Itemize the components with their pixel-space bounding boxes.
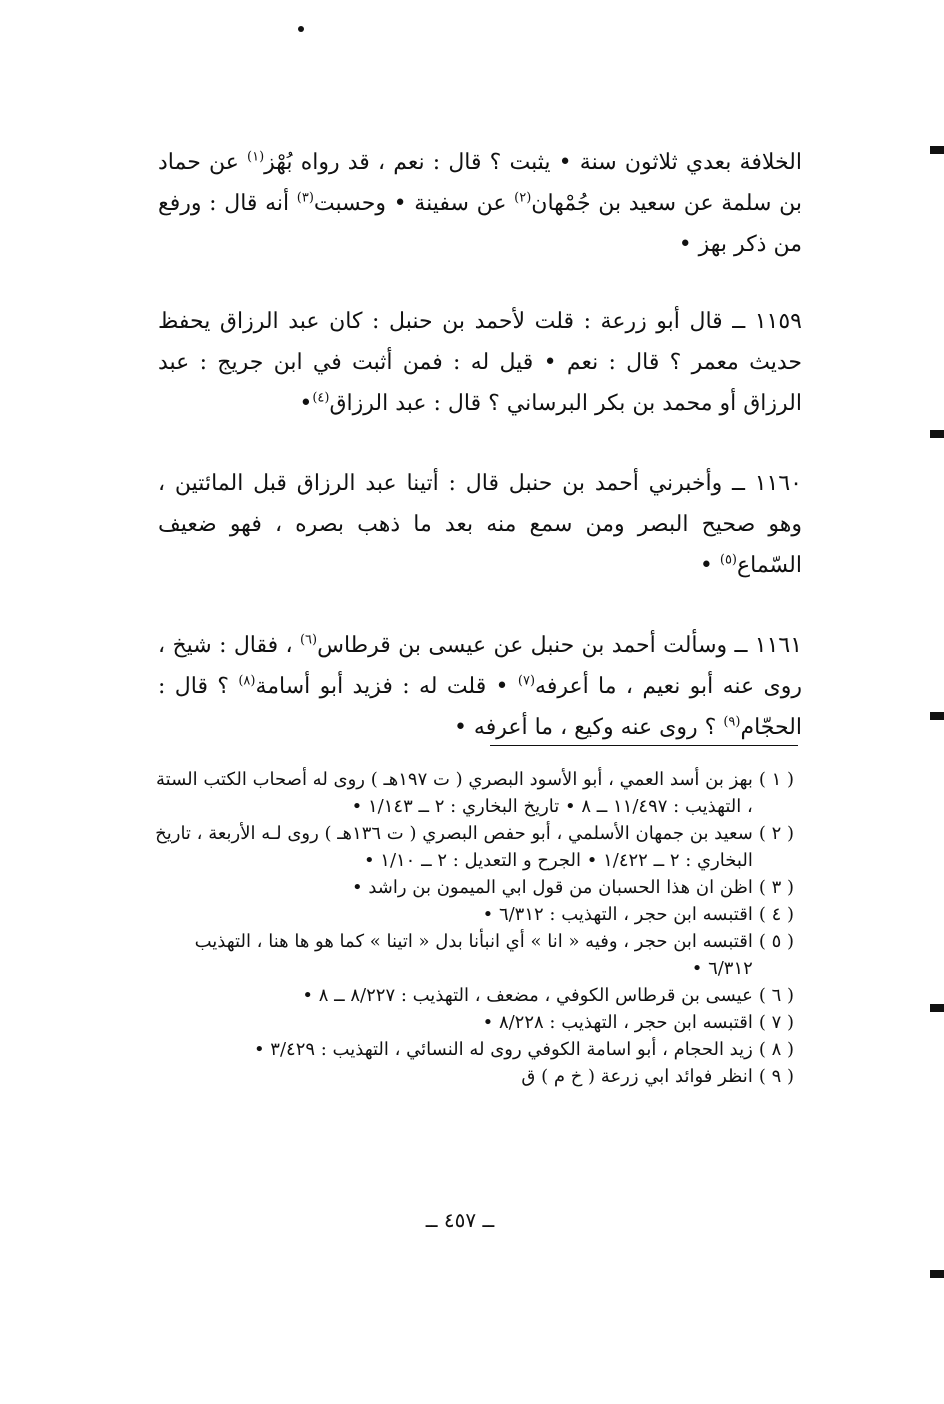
footnote-text: اقتبسه ابن حجر ، التهذيب : ٨/٢٢٨ • [482, 1012, 753, 1033]
footnote-ref[interactable]: (١) [247, 149, 265, 165]
edge-mark [930, 712, 944, 720]
footnote-8 [152, 1036, 794, 1063]
footnote-divider [490, 745, 798, 746]
footnote-text: اظن ان هذا الحسبان من قول ابي الميمون بن راشد • [351, 877, 753, 898]
footnote-9 [152, 1063, 794, 1090]
footnotes [152, 766, 794, 1090]
footnote-number: ( ٤ ) [758, 904, 794, 925]
footnote-ref[interactable]: (٦) [299, 632, 318, 648]
footnote-ref[interactable]: (٤) [312, 390, 330, 406]
footnote-text: اقتبسه ابن حجر ، وفيه « انا » أي انبأنا بدل « اتينا » كما هو ها هنا ، التهذيب ٦/٣١٢ • [194, 931, 753, 979]
footnote-text: زيد الحجام ، أبو اسامة الكوفي روى له النسائي ، التهذيب : ٣/٤٢٩ • [253, 1039, 753, 1060]
page-number: ــ ٤٥٧ ــ [425, 1208, 495, 1232]
edge-mark [930, 146, 944, 154]
paragraph-1160 [158, 463, 802, 586]
paragraph-1159 [158, 301, 802, 424]
footnote-3 [152, 874, 794, 901]
footnote-ref[interactable]: (٩) [723, 714, 741, 730]
text-segment: ١١٥٩ ــ قال أبو زرعة : قلت لأحمد بن حنبل : كان عبد الرزاق يحفظ حديث معمر ؟ قال : نعم • قيل له : فمن أثبت في ابن جريج : عبد الرزاق أو محمد بن بكر البرساني ؟ قال : عبد الرزاق [158, 309, 802, 416]
footnote-ref[interactable]: (٢) [514, 190, 532, 206]
text-segment: ؟ قال : الحجّام [158, 674, 802, 740]
text-segment: • قلت له : فزيد أبو أسامة [255, 674, 518, 699]
text-segment: • [299, 391, 313, 416]
footnote-number: ( ٧ ) [758, 1012, 794, 1033]
footnote-text: عيسى بن قرطاس الكوفي ، مضعف ، التهذيب : ٨/٢٢٧ ــ ٨ • [302, 985, 753, 1006]
footnote-number: ( ٩ ) [758, 1066, 794, 1087]
text-segment: ، فقال : شيخ ، روى عنه أبو نعيم ، ما أعرفه [158, 633, 802, 699]
footnote-ref[interactable]: (٧) [517, 673, 536, 689]
footnote-text: اقتبسه ابن حجر ، التهذيب : ٦/٣١٢ • [482, 904, 753, 925]
paragraph-continuation [158, 142, 802, 265]
footnote-5 [152, 928, 794, 982]
footnote-ref[interactable]: (٣) [296, 190, 314, 206]
edge-mark [930, 1004, 944, 1012]
footnote-number: ( ١ ) [758, 769, 794, 790]
footnote-number: ( ٣ ) [758, 877, 794, 898]
text-segment: الخلافة بعدي ثلاثون سنة • يثبت ؟ قال : نعم ، قد رواه بُهْز [264, 150, 802, 175]
footnote-ref[interactable]: (٨) [238, 673, 256, 689]
footnote-7 [152, 1009, 794, 1036]
footnote-number: ( ٦ ) [758, 985, 794, 1006]
text-segment: ١١٦٠ ــ وأخبرني أحمد بن حنبل قال : أتينا عبد الرزاق قبل المائتين ، وهو صحيح البصر ومن سمع منه بعد ما ذهب بصره ، فهو ضعيف السّماع [158, 471, 802, 578]
text-segment: عن حماد بن سلمة عن سعيد بن جُمْهان [158, 150, 803, 216]
footnote-text: سعيد بن جمهان الأسلمي ، أبو حفص البصري ( ت ١٣٦هـ ) روى لـه الأربعة ، تاريخ البخاري : ٢ ــ ١/٤٢٢ • الجرح و التعديل : ٢ ــ ١/١٠ • [155, 823, 753, 871]
text-segment: • [699, 553, 720, 578]
edge-mark [930, 430, 944, 438]
footnote-number: ( ٨ ) [758, 1039, 794, 1060]
footnote-2 [152, 820, 794, 874]
text-segment: عن سفينة • وحسبت [313, 191, 515, 216]
main-text [158, 142, 802, 787]
text-segment: أنه قال : ورفع من ذكر بهز • [158, 191, 802, 257]
footnote-6 [152, 982, 794, 1009]
footnote-number: ( ٢ ) [758, 823, 794, 844]
footnote-4 [152, 901, 794, 928]
footnote-text: بهز بن أسد العمي ، أبو الأسود البصري ( ت ١٩٧هـ ) روى له أصحاب الكتب الستة ، التهذيب : ١١/٤٩٧ ــ ٨ • تاريخ البخاري : ٢ ــ ١/١٤٣ • [156, 769, 753, 817]
text-segment: ؟ روى عنه وكيع ، ما أعرفه • [453, 715, 724, 740]
footnote-1 [152, 766, 794, 820]
edge-mark [930, 1270, 944, 1278]
printer-dot [298, 26, 304, 32]
text-segment: ١١٦١ ــ وسألت أحمد بن حنبل عن عيسى بن قرطاس [317, 633, 803, 658]
paragraph-1161 [158, 625, 802, 748]
footnote-ref[interactable]: (٥) [719, 552, 737, 568]
footnote-text: انظر فوائد ابي زرعة ( خ م ) ق [521, 1066, 753, 1087]
footnote-number: ( ٥ ) [758, 931, 794, 952]
